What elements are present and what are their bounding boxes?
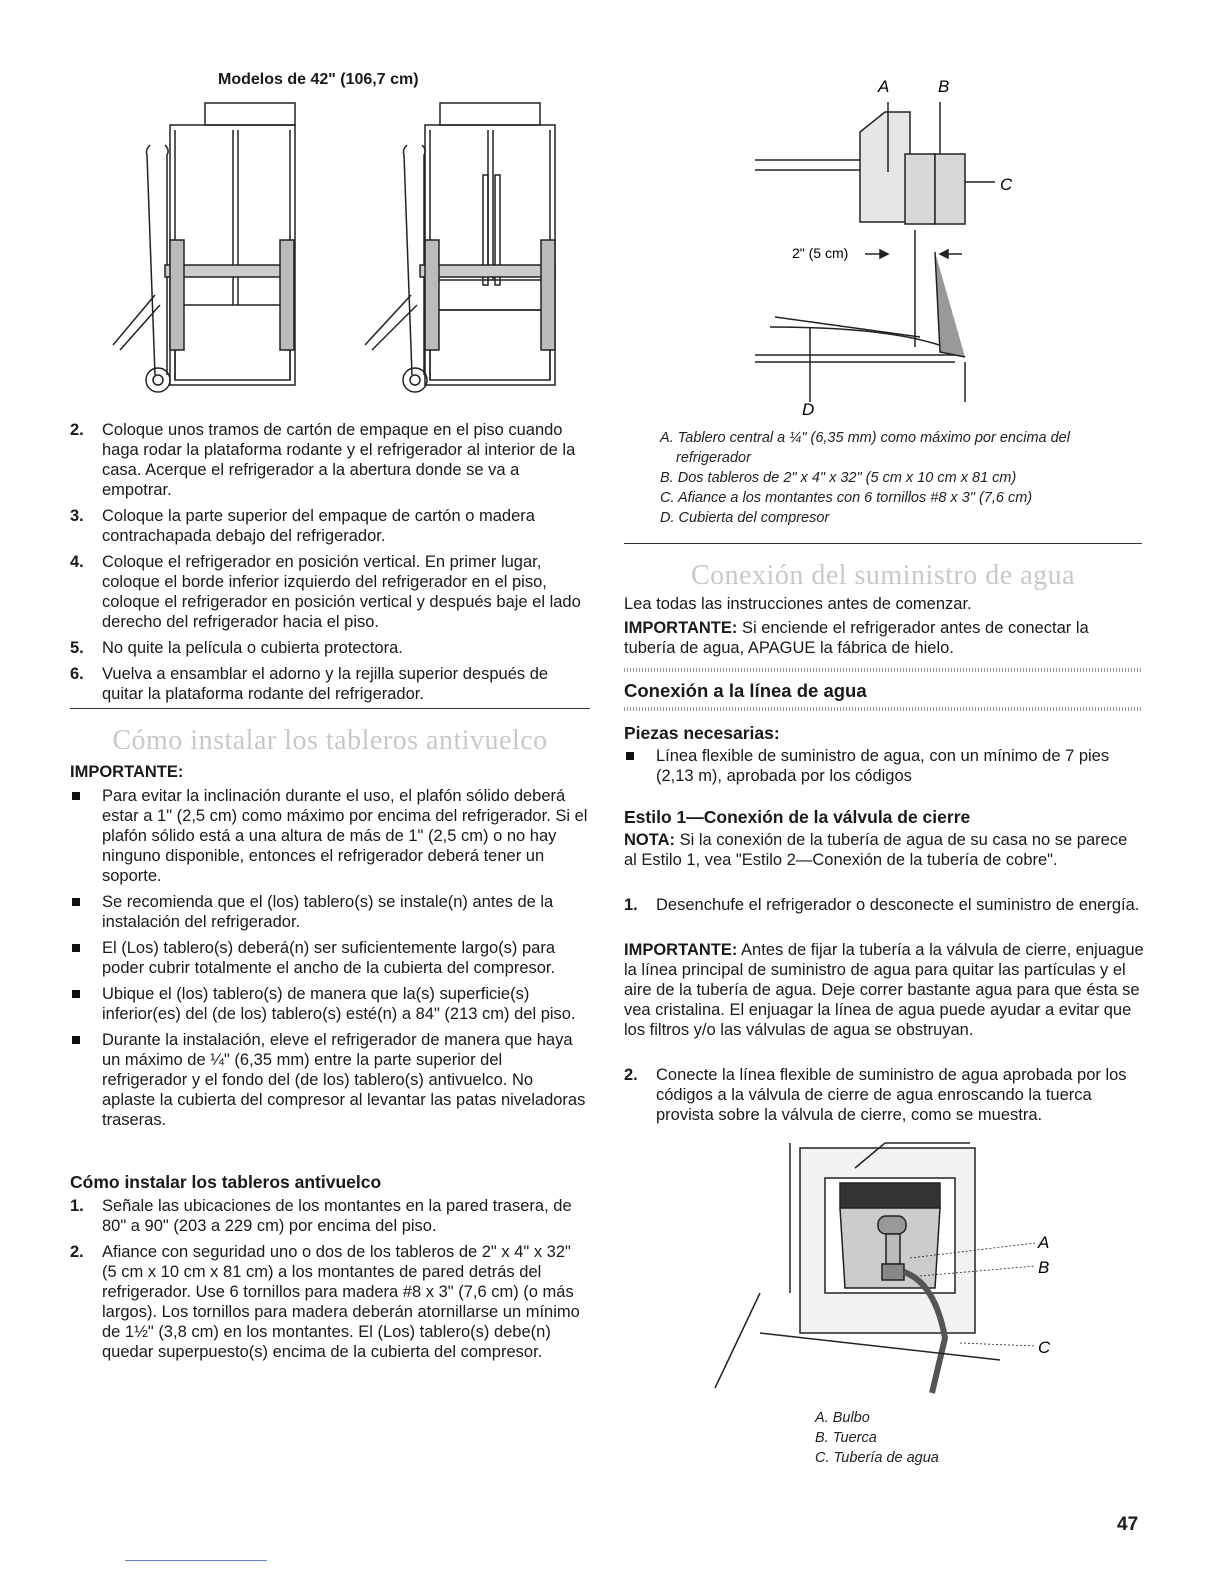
list-item: 6. Vuelva a ensamblar el adorno y la rejilla superior después de quitar la plataforma rodante del refrigerador. [70, 665, 549, 703]
antitip-subheading: Cómo instalar los tableros antivuelco [70, 1172, 382, 1192]
heading-rule [624, 707, 1142, 711]
dimension-label: 2" (5 cm) [792, 245, 849, 261]
important-label: IMPORTANTE: [70, 763, 184, 781]
list-item: 2. Coloque unos tramos de cartón de empaque en el piso cuando haga rodar la plataforma rodante y el refrigerador al interior de la casa. Acerque el refrigerador a la abertura donde se va a empotrar. [70, 421, 576, 499]
list-item: Para evitar la inclinación durante el uso, el plafón sólido deberá estar a 1" (2,5 cm) como máximo por encima del refrigerador. Si el plafón sólido está a una altura de más de 1" (2,5 cm) o no hay ninguno disponible, entonces el refrigerador deberá tener un soporte. [70, 786, 590, 886]
list-item: 3. Coloque la parte superior del empaque de cartón o madera contrachapada debajo del refrigerador. [70, 507, 535, 545]
antitip-section-heading: Cómo instalar los tableros antivuelco [112, 725, 548, 756]
board-figure-captions [660, 428, 1130, 528]
section-divider [70, 708, 590, 709]
valve-figure-captions [815, 1408, 1015, 1468]
footer-line [125, 1560, 267, 1561]
parts-heading: Piezas necesarias: [624, 723, 780, 743]
list-item: El (Los) tablero(s) deberá(n) ser suficientemente largo(s) para poder cubrir totalmente el ancho de la cubierta del compresor. [70, 938, 590, 978]
water-line-heading: Conexión a la línea de agua [624, 680, 867, 701]
list-item: Durante la instalación, eleve el refrigerador de manera que haya un máximo de ¼" (6,35 mm) entre la parte superior del refrigerador y el fondo del (de los) tablero(s) antivuelco. No aplaste la cubierta del compresor al levantar las patas niveladoras traseras. [70, 1030, 590, 1130]
water-important-2: IMPORTANTE: Antes de fijar la tubería a la válvula de cierre, enjuague la línea principal de suministro de agua para quitar las partículas y el aire de la tubería de agua. Deje correr bastante agua para que ésta se vea cristalina. El enjuagar la línea de agua puede ayudar a evitar que los filtros y/o las válvulas de agua se obstruyan. [624, 941, 1144, 1039]
caption-d: D. Cubierta del compresor [660, 510, 830, 526]
list-item: 2. Afiance con seguridad uno o dos de los tableros de 2" x 4" x 32" (5 cm x 10 cm x 81 cm) a los montantes de pared detrás del refrigerador. Use 6 tornillos para madera #8 x 3" (7,6 cm) (o más largos). Los tornillos para madera deberán atornillarse un mínimo de 1½" (3,8 cm) en los montantes. El (Los) tablero(s) debe(n) quedar superpuesto(s) encima de la cubierta del compresor. [70, 1243, 580, 1361]
style-heading: Estilo 1—Conexión de la válvula de cierre [624, 807, 971, 827]
water-intro: Lea todas las instrucciones antes de comenzar. [624, 595, 972, 613]
antitip-bullets [70, 786, 590, 1136]
water-step-1 [624, 895, 1144, 921]
page-number: 47 [1117, 1514, 1139, 1535]
label-b: B [1038, 1258, 1050, 1277]
list-item: 4. Coloque el refrigerador en posición vertical. En primer lugar, coloque el borde inferior izquierdo del refrigerador en el piso, coloque el refrigerador en posición vertical y después baje el lado derecho del refrigerador hacia el piso. [70, 553, 581, 631]
label-d: D [802, 400, 815, 419]
parts-list [624, 746, 1144, 792]
caption-a: A. Tablero central a ¼" (6,35 mm) como máximo por encima del refrigerador [660, 430, 1070, 466]
refrigerator-dolly-figure [95, 95, 595, 405]
label-a: A [1038, 1233, 1050, 1252]
list-item: 1. Señale las ubicaciones de los montantes en la pared trasera, de 80" a 90" (203 a 229 cm) por encima del piso. [70, 1197, 572, 1235]
caption-a: A. Bulbo [815, 1410, 870, 1426]
list-item: Se recomienda que el (los) tablero(s) se instale(n) antes de la instalación del refrigerador. [70, 892, 590, 932]
section-divider [624, 543, 1142, 544]
list-item: Línea flexible de suministro de agua, con un mínimo de 7 pies (2,13 m), aprobada por los códigos [624, 746, 1144, 786]
label-c: C [1038, 1338, 1051, 1357]
label-c: C [1000, 175, 1013, 194]
water-important: IMPORTANTE: Si enciende el refrigerador antes de conectar la tubería de agua, APAGUE la fábrica de hielo. [624, 619, 1089, 657]
list-item: 5. No quite la película o cubierta protectora. [70, 639, 403, 657]
list-item: Ubique el (los) tablero(s) de manera que la(s) superficie(s) inferior(es) del (de los) tablero(s) esté(n) a 84" (213 cm) del piso. [70, 984, 590, 1024]
heading-rule [624, 668, 1142, 672]
list-item: 1. Desenchufe el refrigerador o desconecte el suministro de energía. [624, 896, 1140, 914]
caption-b: B. Dos tableros de 2" x 4" x 32" (5 cm x 10 cm x 81 cm) [660, 470, 1017, 486]
nota-paragraph: NOTA: Si la conexión de la tubería de agua de su casa no se parece al Estilo 1, vea "Estilo 2—Conexión de la tubería de cobre". [624, 831, 1128, 869]
caption-c: C. Tubería de agua [815, 1450, 939, 1466]
figure-title: Modelos de 42" (106,7 cm) [218, 71, 419, 88]
antitip-steps [70, 1196, 590, 1368]
water-step-2 [624, 1065, 1144, 1131]
caption-c: C. Afiance a los montantes con 6 tornillos #8 x 3" (7,6 cm) [660, 490, 1033, 506]
caption-b: B. Tuerca [815, 1430, 877, 1446]
label-a: A [878, 77, 890, 96]
water-section-heading: Conexión del suministro de agua [690, 560, 1076, 591]
list-item: 2. Conecte la línea flexible de suministro de agua aprobada por los códigos a la válvula de cierre de agua enroscando la tuerca provista sobre la válvula de cierre, como se muestra. [624, 1066, 1127, 1124]
label-b: B [938, 77, 950, 96]
installation-steps [70, 420, 590, 710]
antitip-board-figure [740, 72, 1040, 422]
shutoff-valve-figure [710, 1138, 1070, 1400]
